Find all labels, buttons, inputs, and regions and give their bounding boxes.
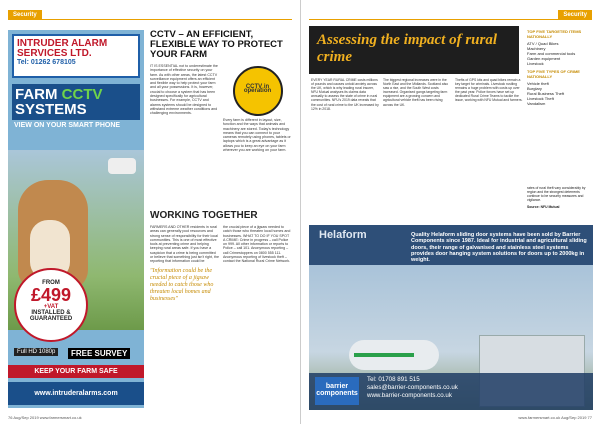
cctv-col-1 (150, 64, 219, 154)
list-item: Machinery (527, 46, 546, 51)
list-item: Livestock (527, 61, 544, 66)
cctv-col-1-text: IT IS ESSENTIAL not to underestimate the importance of effective security on your farm. As with other areas, the latest CCTV surveillance equipment offers an efficient and flexible way to help protect your farm and all your possessions. It is, however, crucial to choose a system that has been designed specifically for agricultural businesses. For example, CCTV and alarms systems should be designed to withstand extreme weather conditions and challenging environments. (150, 64, 218, 116)
feature-title: Assessing the impact of rural crime (309, 26, 519, 74)
camera-icon (108, 158, 136, 174)
advert-title-cctv: CCTV (61, 86, 103, 103)
list-item: Vandalism (527, 101, 546, 106)
feature-col-1: EVERY YEAR RURAL CRIME costs millions of pounds and causes untold anxiety across the UK, which is why leading rural insurer, NFU Mutual analyses its claims data annually to assess the state of crime in rural communities. NFU's 2019 data reveals that the cost of rural crime to the UK increased by 12% in 2018. (311, 78, 379, 111)
advert-title (12, 84, 140, 120)
price-from: FROM (42, 280, 60, 286)
section-tag-right: Security (558, 10, 592, 20)
section-tag: Security (8, 10, 42, 20)
advert-phone: Tel: 01262 678105 (17, 59, 76, 66)
list-item: Burglary (527, 86, 542, 91)
sidebar-list-crimes (527, 81, 593, 106)
advert-title-farm: FARM (15, 86, 58, 103)
wt-col-2 (223, 225, 292, 307)
list-item: Rural Business Theft (527, 91, 565, 96)
helaform-website[interactable]: www.barrier-components.co.uk (367, 392, 452, 399)
feature-body (311, 78, 523, 111)
full-hd-badge: Full HD 1080p (14, 348, 58, 356)
advert-url[interactable]: www.intruderalarms.com (8, 382, 144, 405)
sidebar-list-items (527, 41, 593, 66)
helaform-text: Quality Helaform sliding door systems have been sold by Barrier Components since 1987. Ideal for industrial and agricultural sliding doors, their range of galvanised and stainless steel systems provides door hanging system solutions for doors up to 2000kg in weight. (411, 232, 587, 264)
helaform-email[interactable]: sales@barrier-components.co.uk (367, 384, 458, 391)
helaform-advert[interactable] (309, 225, 593, 410)
helaform-phone: Tel: 01708 891 515 (367, 376, 420, 383)
keep-farm-safe-banner: KEEP YOUR FARM SAFE (8, 365, 144, 378)
cctv-article (150, 30, 292, 154)
list-item: Farm and commercial tools (527, 51, 576, 56)
sidebar-heading-items: TOP FIVE TARGETED ITEMS NATIONALLY (527, 29, 582, 39)
helaform-contact (367, 376, 458, 400)
price-installed: INSTALLED & GUARANTEED (29, 310, 73, 322)
cctv-article-title: CCTV – AN EFFICIENT, FLEXIBLE WAY TO PROTECT YOUR FARM (150, 29, 283, 60)
helicopter-stripe (354, 353, 414, 357)
free-survey-label: FREE SURVEY (68, 348, 130, 359)
sidebar-heading-crimes: TOP FIVE TYPES OF CRIME NATIONALLY (527, 69, 580, 79)
feature-col-3: Thefts of GPS kits and quad bikes remain a key target for criminals. Livestock rustling remains a huge problem with costs up over the past year. Police forces have set up dedicated Rural Crime Teams to tackle the issue, working with NFU Mutual and farmers. (455, 78, 523, 103)
cctv-article-body (150, 64, 292, 154)
working-together-title: WORKING TOGETHER (150, 210, 258, 221)
wt-col-2-text: the crucial piece of a jigsaw needed to catch those who threaten local homes and businesses. WHAT TO DO IF YOU SPOT A CRIME: Crime in progress – call Police on 999. All other information or reports to Police – call 101. Anonymous reporting – call Crimestoppers on 0800 555 111. Anonymous reporting of livestock theft – contact the National Rural Crime Network. (223, 225, 291, 264)
list-item: Garden equipment (527, 56, 561, 61)
folio-left: 76 Aug/Sep 2019 www.farmersmart.co.uk (8, 415, 82, 420)
sidebar-blurb: rates of rural theft vary considerably by region and the strongest deterrents continue to be security measures and vigilance. (527, 186, 586, 203)
feature-col-2: The biggest regional increases were in the North East and the Midlands. Scotland also saw a rise, and the South West costs increased. Organised gangs targeting farm equipment are a growing concern and agricultural vehicle theft has been rising across the UK. (383, 78, 449, 107)
advert-title-systems: SYSTEMS (15, 101, 87, 118)
barrier-components-logo: barrier components (315, 377, 359, 405)
price-amount: £499 (30, 285, 72, 305)
stats-sidebar (527, 26, 593, 209)
price-vat: +VAT (43, 304, 59, 310)
advert-brand: INTRUDER ALARM SERVICES LTD. (17, 38, 108, 59)
header-rule-right (309, 10, 592, 20)
list-item: ATV / Quad Bikes (527, 41, 559, 46)
price-roundel (14, 268, 88, 342)
working-together-body (150, 225, 292, 307)
sidebar-source: Source: NFU Mutual (527, 205, 560, 210)
pull-quote: "Information could be the crucial piece of a jigsaw needed to catch those who threaten local homes and businesses" (150, 267, 214, 302)
advert-subtitle: VIEW ON YOUR SMART PHONE (14, 122, 121, 129)
wt-col-1 (150, 225, 219, 307)
list-item: Vehicle theft (527, 81, 549, 86)
helaform-logo: Helaform (319, 229, 367, 241)
list-item: Livestock Theft (527, 96, 554, 101)
intruder-alarm-advert[interactable] (8, 30, 144, 408)
working-together-article (150, 210, 292, 307)
cctv-in-operation-icon: CCTV in operation (233, 66, 283, 116)
cctv-col-2 (223, 64, 292, 154)
right-page (300, 0, 600, 424)
helaform-footer (309, 373, 593, 410)
advert-header (12, 34, 140, 78)
header-rule (8, 10, 292, 20)
cctv-col-2-text: Every farm is different in layout, size, function and the ways that animals and machinery are stored. Today's technology means that you can connect to your cameras remotely using phones, tablets or laptops which is a great advantage as it allows you to keep an eye on your farm wherever you are working on your farm. (223, 118, 291, 153)
folio-right: www.farmersmart.co.uk Aug/Sep 2019 77 (518, 415, 592, 420)
wt-col-1-text: FARMERS AND OTHER residents in rural areas can generally pool resources and strong sense of responsibility for their local communities. This is one of most effective tools at preventing crime and helping keeping rural areas safe. If you have a suspicion that a crime is being committed or believe that something just isn't right, the reporting that information could be (150, 225, 220, 264)
